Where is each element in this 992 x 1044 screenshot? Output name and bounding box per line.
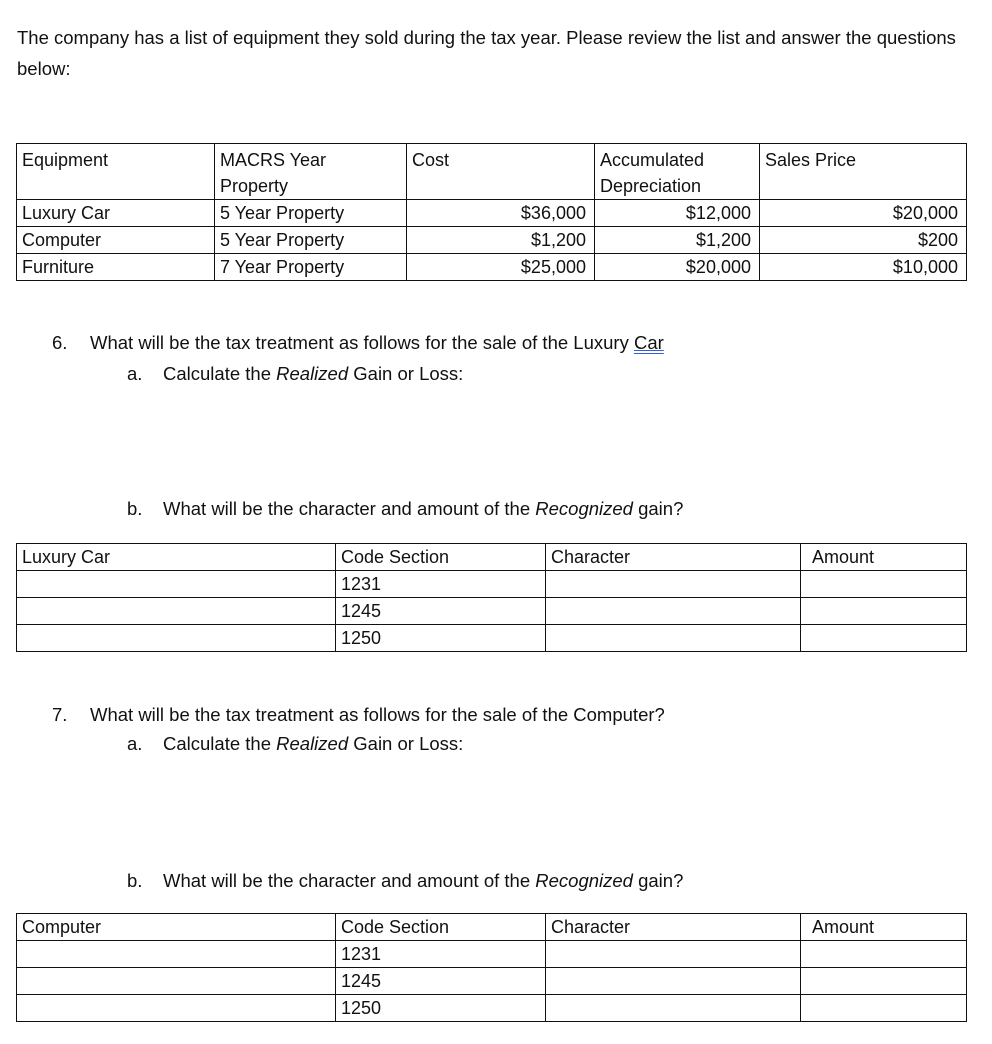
question-6b [127, 497, 683, 521]
table-row [17, 625, 967, 652]
question-7a-text-end: Gain or Loss: [348, 733, 464, 754]
question-7a-emphasis: Realized [276, 733, 349, 754]
amount-cell[interactable] [801, 571, 967, 598]
question-6a [127, 362, 463, 386]
equipment-table [16, 143, 967, 281]
cell-accum: $20,000 [595, 254, 760, 281]
character-cell[interactable] [546, 598, 801, 625]
header-accum-line2: Depreciation [600, 176, 702, 196]
code-section-header: Code Section [336, 544, 546, 571]
cell-cost: $36,000 [407, 200, 595, 227]
question-6b-emphasis: Recognized [535, 498, 633, 519]
cell-macrs: 5 Year Property [215, 227, 407, 254]
code-section-cell: 1245 [336, 598, 546, 625]
empty-cell [17, 625, 336, 652]
character-cell[interactable] [546, 995, 801, 1022]
amount-cell[interactable] [801, 941, 967, 968]
cell-sales: $20,000 [760, 200, 967, 227]
header-cost: Cost [407, 144, 595, 200]
table-header-row [17, 914, 967, 941]
question-7a-text: Calculate the [163, 733, 277, 754]
table-row [17, 995, 967, 1022]
item-label: Luxury Car [17, 544, 336, 571]
cell-equipment: Furniture [17, 254, 215, 281]
table-row [17, 227, 967, 254]
table-row [17, 598, 967, 625]
header-equipment: Equipment [17, 144, 215, 200]
header-macrs-line1: MACRS Year [220, 150, 327, 170]
cell-cost: $25,000 [407, 254, 595, 281]
question-7 [52, 703, 665, 727]
header-sales-price: Sales Price [760, 144, 967, 200]
cell-equipment: Luxury Car [17, 200, 215, 227]
question-7a-label: a. [127, 733, 143, 754]
question-7b [127, 869, 683, 893]
code-section-cell: 1231 [336, 941, 546, 968]
table-row [17, 968, 967, 995]
cell-accum: $12,000 [595, 200, 760, 227]
computer-recognized-gain-table [16, 913, 967, 1022]
question-6-text: What will be the tax treatment as follows for the sale of the Luxury [90, 332, 634, 353]
header-accum-line1: Accumulated [600, 150, 705, 170]
amount-cell[interactable] [801, 625, 967, 652]
amount-cell[interactable] [801, 598, 967, 625]
code-section-cell: 1245 [336, 968, 546, 995]
header-macrs [215, 144, 407, 200]
item-label: Computer [17, 914, 336, 941]
code-section-cell: 1231 [336, 571, 546, 598]
empty-cell [17, 571, 336, 598]
question-6-number: 6. [52, 332, 68, 353]
intro-paragraph: The company has a list of equipment they sold during the tax year. Please review the list and answer the questions below: [17, 27, 956, 79]
question-7-number: 7. [52, 704, 68, 725]
question-6b-text: What will be the character and amount of the [163, 498, 536, 519]
amount-header: Amount [801, 914, 967, 941]
equipment-table-header [17, 144, 967, 200]
cell-cost: $1,200 [407, 227, 595, 254]
question-7b-emphasis: Recognized [535, 870, 633, 891]
code-section-header: Code Section [336, 914, 546, 941]
empty-cell [17, 995, 336, 1022]
amount-header: Amount [801, 544, 967, 571]
question-7b-text: What will be the character and amount of the [163, 870, 536, 891]
table-row [17, 571, 967, 598]
character-header: Character [546, 914, 801, 941]
character-header: Character [546, 544, 801, 571]
question-7a [127, 732, 463, 756]
header-macrs-line2: Property [220, 176, 289, 196]
cell-sales: $200 [760, 227, 967, 254]
cell-equipment: Computer [17, 227, 215, 254]
luxury-car-recognized-gain-table [16, 543, 967, 652]
cell-macrs: 7 Year Property [215, 254, 407, 281]
character-cell[interactable] [546, 625, 801, 652]
table-header-row [17, 544, 967, 571]
empty-cell [17, 968, 336, 995]
question-6a-text-end: Gain or Loss: [348, 363, 464, 384]
question-6 [52, 331, 664, 355]
empty-cell [17, 941, 336, 968]
header-accumulated-depreciation [595, 144, 760, 200]
question-6b-label: b. [127, 498, 143, 519]
question-6a-emphasis: Realized [276, 363, 349, 384]
empty-cell [17, 598, 336, 625]
question-6a-label: a. [127, 363, 143, 384]
code-section-cell: 1250 [336, 625, 546, 652]
table-row [17, 200, 967, 227]
character-cell[interactable] [546, 571, 801, 598]
question-6b-text-end: gain? [632, 498, 684, 519]
question-7b-label: b. [127, 870, 143, 891]
amount-cell[interactable] [801, 995, 967, 1022]
question-7b-text-end: gain? [632, 870, 684, 891]
cell-sales: $10,000 [760, 254, 967, 281]
question-6-underlined-word: Car [633, 332, 664, 353]
character-cell[interactable] [546, 941, 801, 968]
amount-cell[interactable] [801, 968, 967, 995]
question-6a-text: Calculate the [163, 363, 277, 384]
character-cell[interactable] [546, 968, 801, 995]
cell-macrs: 5 Year Property [215, 200, 407, 227]
question-7-text: What will be the tax treatment as follows for the sale of the Computer? [90, 704, 665, 725]
table-row [17, 254, 967, 281]
cell-accum: $1,200 [595, 227, 760, 254]
code-section-cell: 1250 [336, 995, 546, 1022]
table-row [17, 941, 967, 968]
